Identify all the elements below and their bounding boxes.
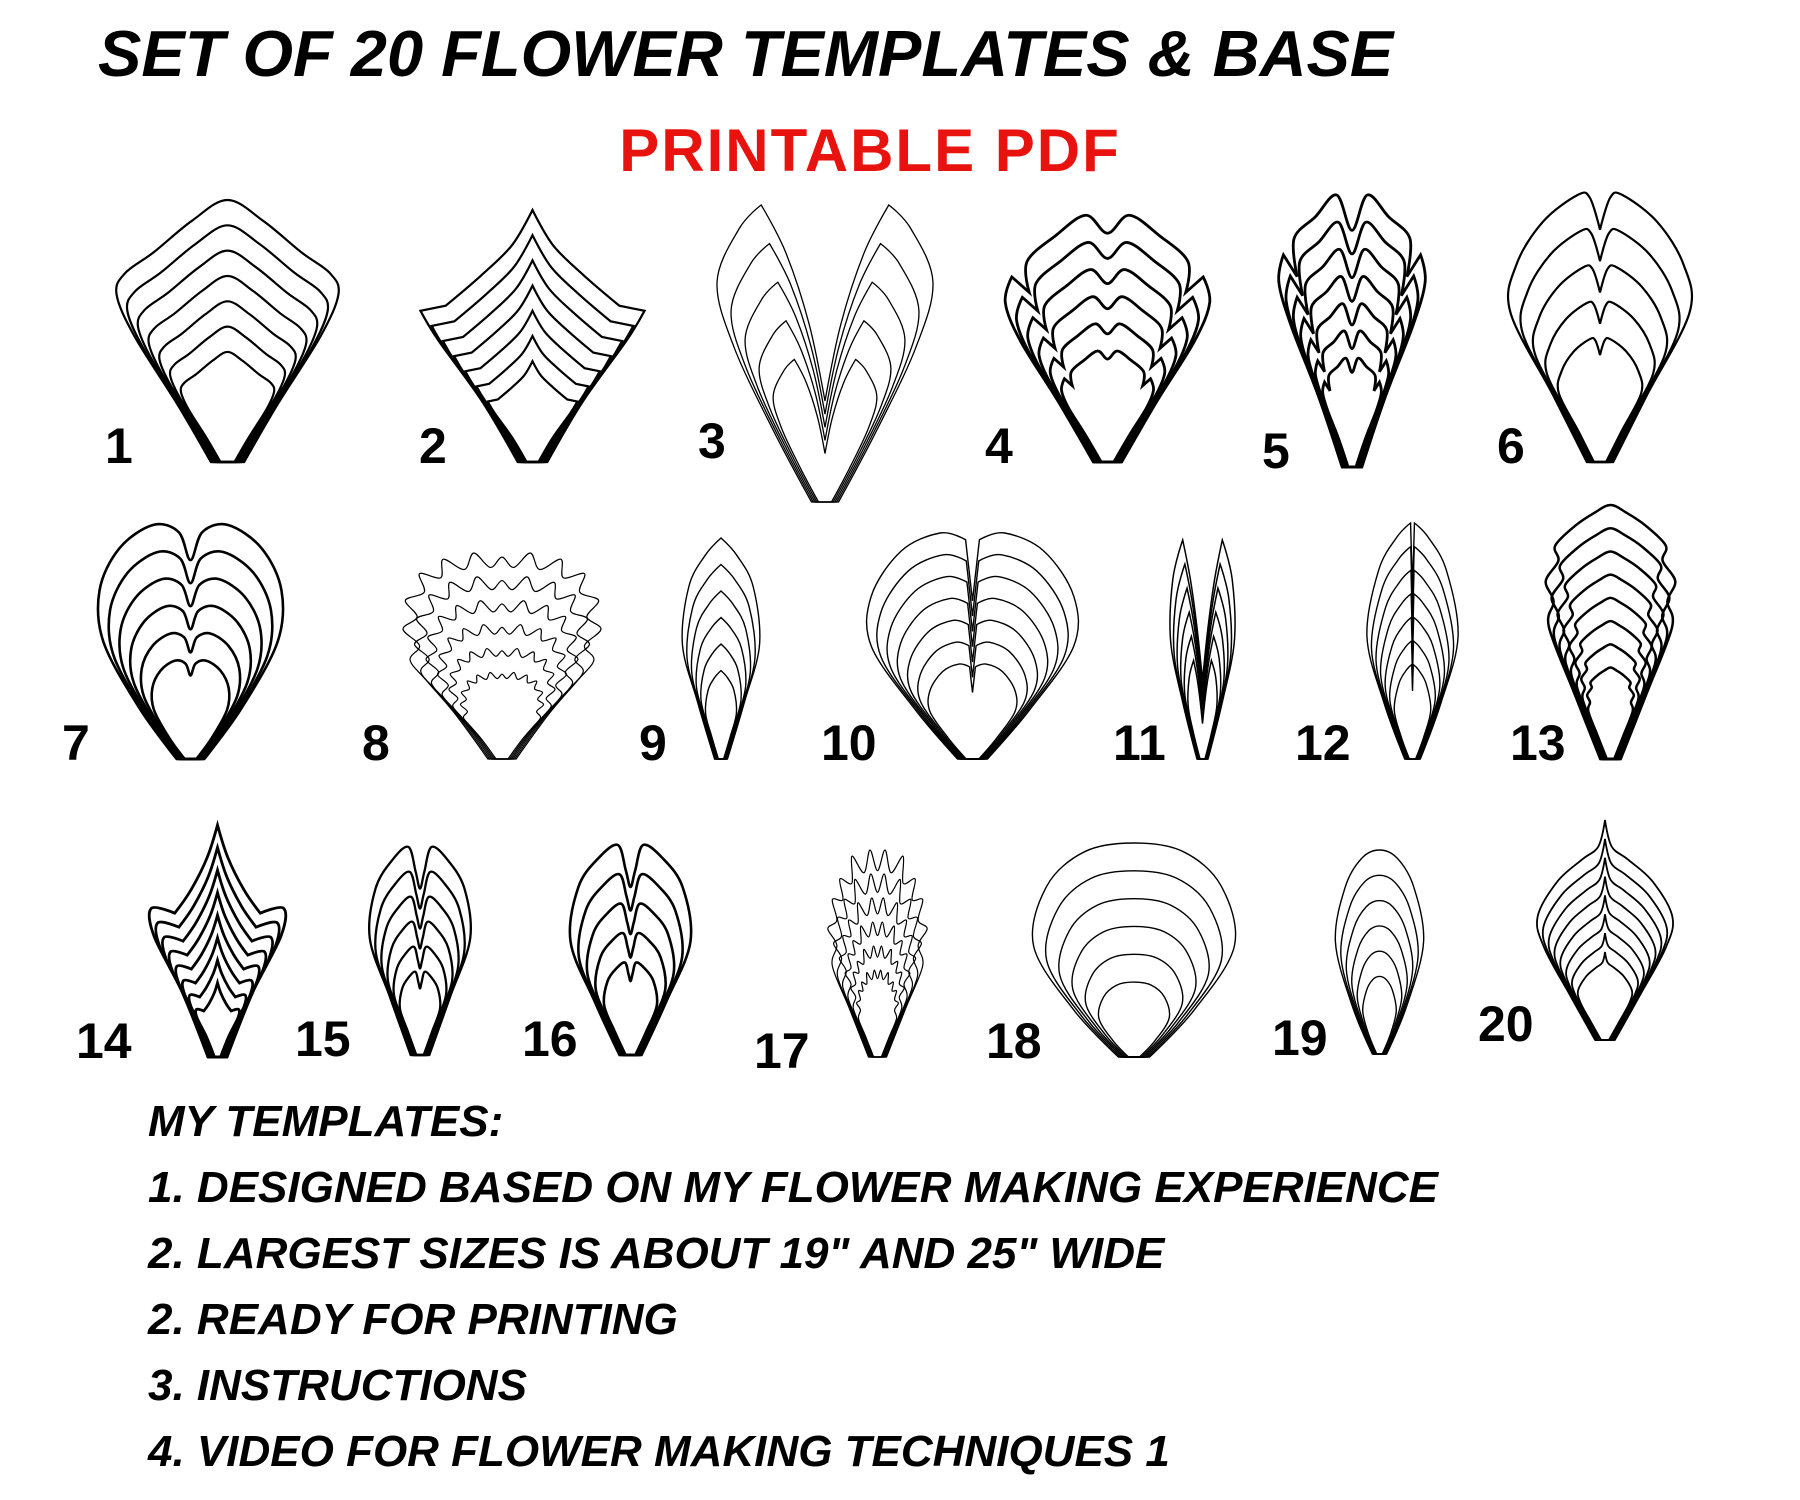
template-number: 1	[105, 418, 133, 474]
template-number: 13	[1510, 715, 1566, 771]
flower-template-2	[415, 205, 650, 474]
petal-drawing	[1520, 815, 1690, 1043]
petal-layer	[1184, 636, 1220, 759]
petal-layer	[928, 664, 1017, 759]
petal-layer	[1346, 901, 1412, 1054]
flower-template-19	[1272, 845, 1437, 1066]
petal-layer	[1575, 621, 1645, 759]
petal-layer	[394, 947, 447, 1055]
flower-template-20	[1478, 815, 1690, 1052]
petal-layer	[1072, 926, 1196, 1057]
petal-layer	[1293, 249, 1410, 467]
petal-layer	[1315, 331, 1388, 467]
petal-drawing	[800, 845, 955, 1060]
petal-layer	[381, 897, 458, 1055]
flower-template-15	[295, 842, 495, 1067]
petal-layer	[369, 847, 471, 1055]
page-subtitle: PRINTABLE PDF	[619, 117, 1121, 184]
petal-layer	[1323, 358, 1382, 467]
flower-template-9	[639, 533, 777, 771]
petal-drawing	[1020, 838, 1248, 1060]
template-number: 5	[1262, 423, 1290, 479]
flower-template-17	[754, 845, 955, 1079]
flower-template-13	[1510, 500, 1693, 771]
petal-layer	[460, 672, 543, 759]
template-number: 2	[419, 418, 447, 474]
flower-template-16	[522, 840, 713, 1067]
petal-layer	[1170, 540, 1235, 759]
petal-layer	[1533, 265, 1667, 462]
petal-layer	[130, 606, 251, 759]
petal-layer	[1537, 820, 1673, 1040]
template-number: 16	[522, 1011, 578, 1067]
template-number: 6	[1497, 418, 1525, 474]
petal-layer	[717, 205, 933, 502]
petal-layer	[488, 361, 578, 462]
petal-layer	[1545, 302, 1654, 462]
notes-section	[148, 1097, 1439, 1496]
petal-layer	[1572, 933, 1638, 1040]
petal-layer	[1059, 899, 1209, 1057]
note-line-5: 4. VIDEO FOR FLOWER MAKING TECHNIQUES 1	[148, 1427, 1170, 1476]
template-number: 4	[985, 418, 1013, 474]
petal-layer	[1061, 351, 1153, 462]
petal-layer	[127, 225, 328, 462]
petal-layer	[476, 336, 588, 462]
petal-layer	[152, 660, 230, 759]
flower-template-10	[821, 528, 1090, 771]
petal-drawing	[1495, 190, 1705, 465]
petal-layer	[1520, 229, 1679, 462]
petal-layer	[1390, 641, 1436, 759]
petal-drawing	[88, 520, 293, 762]
petal-drawing	[105, 195, 350, 465]
petal-layer	[465, 311, 599, 462]
petal-layer	[1005, 215, 1210, 462]
petal-layer	[1308, 304, 1396, 467]
template-number: 7	[62, 715, 90, 771]
note-line-4: 3. INSTRUCTIONS	[148, 1361, 527, 1410]
petal-layer	[181, 352, 275, 462]
petal-layer	[98, 524, 283, 759]
petal-layer	[1578, 952, 1632, 1040]
petal-layer	[1050, 324, 1165, 462]
flower-template-1	[105, 195, 350, 474]
petal-drawing	[700, 200, 950, 505]
petal-layer	[1039, 297, 1176, 462]
petal-layer	[437, 625, 566, 759]
petal-layer	[578, 874, 682, 1055]
petal-drawing	[140, 820, 295, 1060]
template-number: 20	[1478, 996, 1534, 1052]
petal-drawing	[415, 205, 650, 465]
petal-layer	[432, 235, 634, 462]
petal-layer	[170, 327, 285, 462]
petal-layer	[1032, 843, 1235, 1057]
flower-template-14	[76, 820, 295, 1069]
page-title: SET OF 20 FLOWER TEMPLATES & BASE	[98, 17, 1394, 90]
petal-layer	[1174, 564, 1232, 759]
template-number: 17	[754, 1023, 810, 1079]
template-number: 9	[639, 715, 667, 771]
flower-template-7	[62, 520, 293, 771]
flower-template-11	[1113, 535, 1260, 771]
flower-template-18	[986, 838, 1248, 1069]
petal-layer	[839, 898, 915, 1057]
petal-layer	[426, 601, 578, 759]
petal-drawing	[1272, 190, 1432, 470]
petal-layer	[828, 850, 927, 1057]
template-number: 12	[1295, 715, 1351, 771]
petal-layer	[116, 200, 339, 462]
petal-layer	[109, 551, 273, 759]
petal-layer	[141, 633, 240, 759]
petal-drawing	[382, 548, 622, 762]
petal-drawing	[1322, 845, 1437, 1057]
template-number: 10	[821, 715, 877, 771]
note-line-3: 2. READY FOR PRINTING	[148, 1295, 678, 1344]
petal-layer	[403, 553, 601, 759]
flower-template-6	[1495, 190, 1705, 474]
petal-layer	[1352, 926, 1408, 1054]
petal-layer	[1341, 875, 1418, 1054]
petal-layer	[887, 576, 1058, 759]
petal-layer	[449, 649, 555, 759]
petal-drawing	[665, 533, 777, 762]
petal-layer	[691, 591, 750, 759]
petal-layer	[682, 538, 760, 759]
flower-template-8	[362, 548, 622, 771]
flower-template-3	[700, 200, 950, 505]
petal-drawing	[855, 528, 1090, 762]
flower-template-12	[1295, 518, 1480, 771]
petal-drawing	[345, 842, 495, 1058]
notes-heading: MY TEMPLATES:	[148, 1097, 504, 1146]
template-number: 15	[295, 1011, 351, 1067]
template-number: 18	[986, 1013, 1042, 1069]
template-number: 3	[698, 413, 726, 469]
petal-layer	[696, 618, 746, 759]
note-line-2: 2. LARGEST SIZES IS ABOUT 19" AND 25" WIDE	[148, 1229, 1165, 1278]
petal-layer	[1335, 850, 1423, 1054]
petal-layer	[1558, 338, 1643, 462]
petal-drawing	[1345, 518, 1480, 762]
petal-layer	[834, 874, 922, 1057]
petal-layer	[1286, 222, 1418, 467]
petal-drawing	[995, 200, 1220, 465]
petal-layer	[138, 251, 318, 462]
template-number: 19	[1272, 1010, 1328, 1066]
petal-layer	[701, 644, 741, 759]
flower-template-5	[1262, 190, 1432, 479]
note-line-1: 1. DESIGNED BASED ON MY FLOWER MAKING EXPERIENCE	[148, 1163, 1439, 1212]
template-number: 11	[1113, 715, 1166, 771]
petal-layer	[159, 301, 296, 462]
petal-layer	[595, 933, 665, 1055]
petal-layer	[773, 359, 877, 502]
template-number: 14	[76, 1013, 132, 1069]
petal-layer	[1543, 839, 1668, 1040]
petal-layer	[1016, 242, 1198, 462]
petal-layer	[745, 282, 905, 502]
petal-layer	[845, 922, 910, 1057]
template-number: 8	[362, 715, 390, 771]
flower-template-4	[985, 200, 1220, 474]
